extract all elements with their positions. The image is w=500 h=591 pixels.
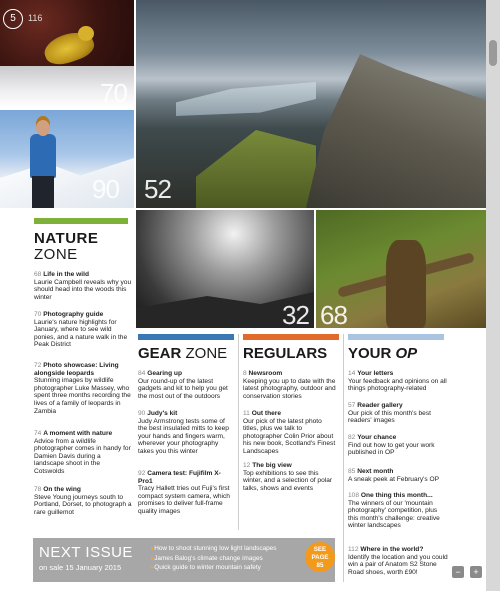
regulars-heading: REGULARS: [243, 345, 328, 362]
next-issue-heading: NEXT ISSUE: [39, 544, 133, 561]
nature-entry[interactable]: 72 Photo showcase: Living alongside leopards Stunning images by wildlife photographer Luke Massey, who spent three months recording the lives of a family of leopards in Zambia: [34, 362, 131, 415]
page-number-small: 116: [28, 13, 43, 23]
nature-heading: NATURE: [34, 230, 99, 247]
gear-heading: GEAR ZONE: [138, 345, 228, 362]
page-number-circle: 5: [3, 9, 23, 29]
photo-page-number: 52: [144, 174, 171, 204]
regulars-entry[interactable]: 11 Out there Our pick of the latest photo titles, plus we talk to photographer Colin Prior about his new book, Scotland's Finest Landscapes: [243, 410, 336, 455]
your-op-entry[interactable]: 57 Reader gallery Our pick of this month's best readers' images: [348, 402, 431, 425]
scrollbar-thumb[interactable]: [489, 40, 497, 66]
photo-page-number: 32: [282, 300, 309, 328]
next-issue-item: ▸ How to shoot stunning low light landscapes: [151, 544, 276, 554]
regulars-entry[interactable]: 8 Newsroom Keeping you up to date with the latest photography, outdoor and conservation stories: [243, 370, 336, 400]
zoom-out-button[interactable]: −: [452, 566, 464, 578]
your-op-entry[interactable]: 108 One thing this month... The winners of our 'mountain photography' competition, plus this month's challenge: creative winter landscapes: [348, 492, 440, 530]
photo-page-number: 70: [100, 78, 127, 108]
nature-subheading: ZONE: [34, 246, 78, 263]
gear-entry[interactable]: 90 Judy's kit Judy Armstrong tests some of the best insulated mitts to keep your hands and fingers warm, wherever your photography takes you this winter: [138, 410, 229, 455]
hiker-photo: [0, 110, 134, 208]
column-divider: [343, 334, 344, 582]
nature-entry[interactable]: 68 Life in the wild Laurie Campbell reveals why you should head into the woods this winter: [34, 271, 132, 301]
nature-entry[interactable]: 74 A moment with nature Advice from a wildlife photographer comes in handy for Damien Davis during a landscape shoot in the Cotswolds: [34, 430, 131, 475]
gear-accent-bar: [138, 334, 234, 340]
your-op-heading: YOUR OP: [348, 345, 418, 362]
gear-entry[interactable]: 92 Camera test: Fujifilm X-Pro1 Tracy Hallett tries out Fuji's first compact system camera, which promises to deliver full-frame quality images: [138, 470, 230, 515]
next-issue-list: [151, 544, 276, 573]
regulars-accent-bar: [243, 334, 339, 340]
photo-page-number: 68: [320, 300, 347, 328]
next-issue-item: ▸ James Balog's climate change images: [151, 554, 276, 564]
regulars-entry[interactable]: 12 The big view Top exhibitions to see this winter, and a selection of polar talks, shows and events: [243, 462, 333, 492]
see-page-badge[interactable]: SEE PAGE 85: [305, 542, 335, 572]
lake-landscape-photo: [136, 0, 486, 208]
your-op-entry[interactable]: 14 Your letters Your feedback and opinions on all things photography-related: [348, 370, 447, 393]
your-op-entry[interactable]: 82 Your chance Find out how to get your work published in OP: [348, 434, 435, 457]
waterfall-photo: [136, 210, 314, 328]
your-op-entry[interactable]: 112 Where in the world? Identify the location and you could win a pair of Anatom S2 Stone Road shoes, worth £90!: [348, 546, 448, 576]
tree-photo: [316, 210, 486, 328]
next-issue-banner[interactable]: [33, 538, 335, 582]
nature-entry[interactable]: 78 On the wing Steve Young journeys south to Portland, Dorset, to photograph a rare guillemot: [34, 486, 132, 516]
vertical-scrollbar[interactable]: [486, 0, 500, 591]
your-op-accent-bar: [348, 334, 444, 340]
next-issue-date: on sale 15 January 2015: [39, 563, 122, 572]
gear-entry[interactable]: 84 Gearing up Our round-up of the latest gadgets and kit to help you get the most out of the outdoors: [138, 370, 228, 400]
column-divider: [238, 334, 239, 530]
next-issue-item: ▸ Quick guide to winter mountain safety: [151, 563, 276, 573]
nature-entry[interactable]: 70 Photography guide Laurie's nature highlights for January, where to see wild ponies, and a nature walk in the Peak District: [34, 311, 128, 349]
nature-accent-bar: [34, 218, 128, 224]
zoom-in-button[interactable]: +: [470, 566, 482, 578]
your-op-entry[interactable]: 85 Next month A sneak peek at February's OP: [348, 468, 440, 483]
photo-page-number: 90: [92, 174, 119, 204]
